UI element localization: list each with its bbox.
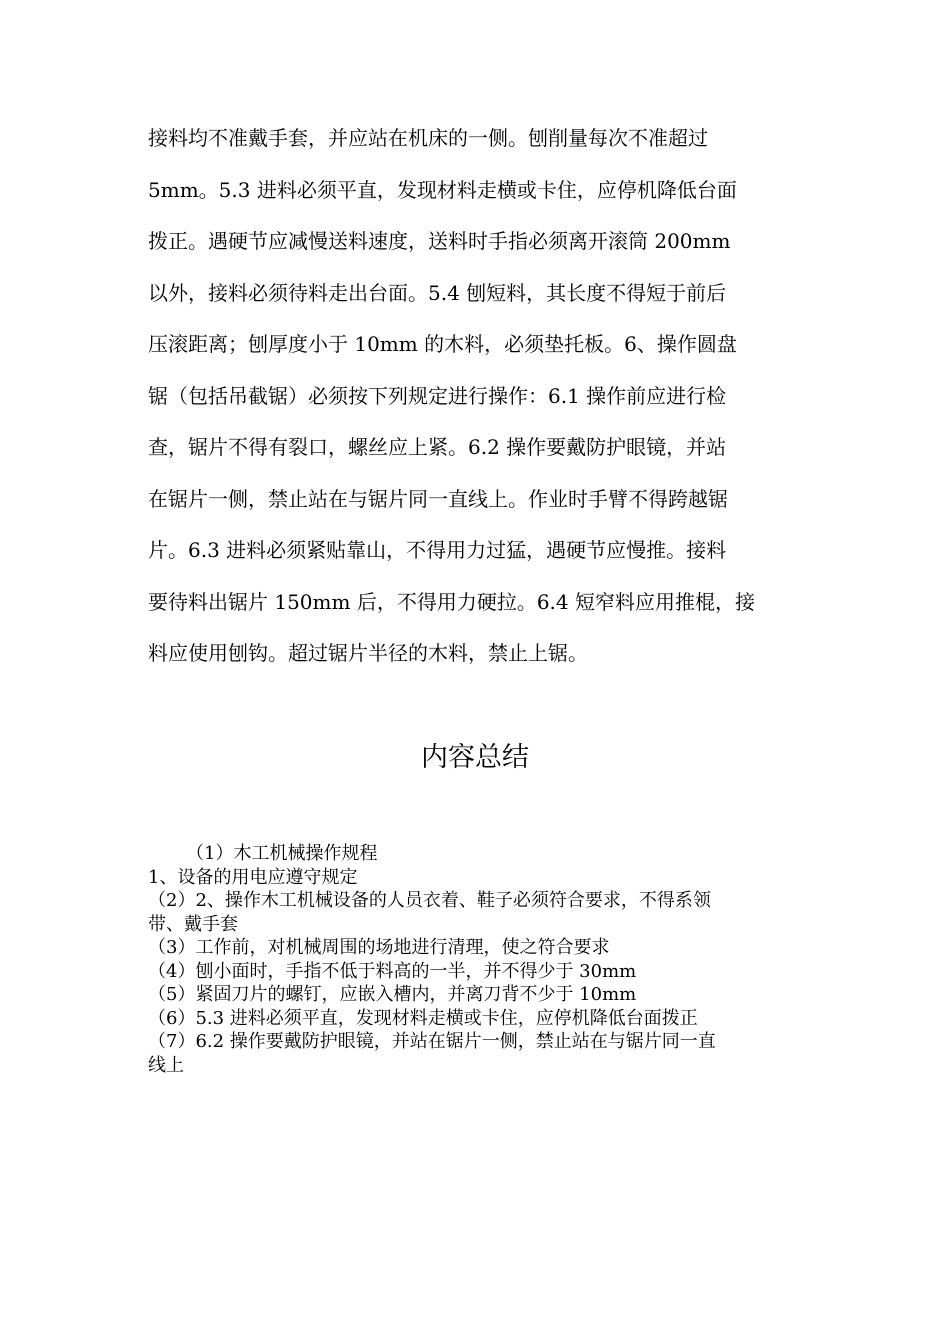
summary-line: 线上 [148, 1054, 184, 1076]
body-line: 要待料出锯片 150mm 后，不得用力硬拉。6.4 短窄料应用推棍，接 [148, 589, 755, 614]
body-line: 拨正。遇硬节应减慢送料速度，送料时手指必须离开滚筒 200mm [148, 229, 731, 253]
body-text [148, 118, 802, 685]
summary-line: 1、设备的用电应遵守规定 [148, 866, 358, 888]
summary-line: （5）紧固刀片的螺钉，应嵌入槽内，并离刀背不少于 10mm [148, 984, 637, 1005]
body-line: 料应使用刨钩。超过锯片半径的木料，禁止上锯。 [148, 641, 588, 665]
summary-line: 带、戴手套 [148, 913, 238, 935]
body-line: 查，锯片不得有裂口，螺丝应上紧。6.2 操作要戴防护眼镜，并站 [148, 435, 727, 459]
body-line: 5mm。5.3 进料必须平直，发现材料走横或卡住，应停机降低台面 [148, 177, 737, 202]
body-line: 片。6.3 进料必须紧贴靠山，不得用力过猛，遇硬节应慢推。接料 [148, 538, 727, 562]
summary-line: （3）工作前，对机械周围的场地进行清理，使之符合要求 [148, 937, 610, 958]
body-line: 以外，接料必须待料走出台面。5.4 刨短料，其长度不得短于前后 [148, 280, 727, 305]
summary-line: （1）木工机械操作规程 [186, 843, 378, 864]
summary-line: （7）6.2 操作要戴防护眼镜，并站在锯片一侧，禁止站在与锯片同一直 [148, 1031, 716, 1052]
summary-line: （2）2、操作木工机械设备的人员衣着、鞋子必须符合要求，不得系领 [148, 890, 711, 911]
body-line: 锯（包括吊截锯）必须按下列规定进行操作：6.1 操作前应进行检 [148, 383, 727, 408]
summary-list [148, 842, 802, 1077]
body-line: 在锯片一侧，禁止站在与锯片同一直线上。作业时手臂不得跨越锯 [148, 486, 728, 511]
summary-line: （6）5.3 进料必须平直，发现材料走横或卡住，应停机降低台面拨正 [148, 1007, 698, 1029]
summary-heading: 内容总结 [421, 742, 529, 773]
summary-line: （4）刨小面时，手指不低于料高的一半，并不得少于 30mm [148, 960, 637, 982]
body-line: 接料均不准戴手套，并应站在机床的一侧。刨削量每次不准超过 [148, 126, 708, 150]
body-line: 压滚距离；刨厚度小于 10mm 的木料，必须垫托板。6、操作圆盘 [148, 332, 737, 356]
